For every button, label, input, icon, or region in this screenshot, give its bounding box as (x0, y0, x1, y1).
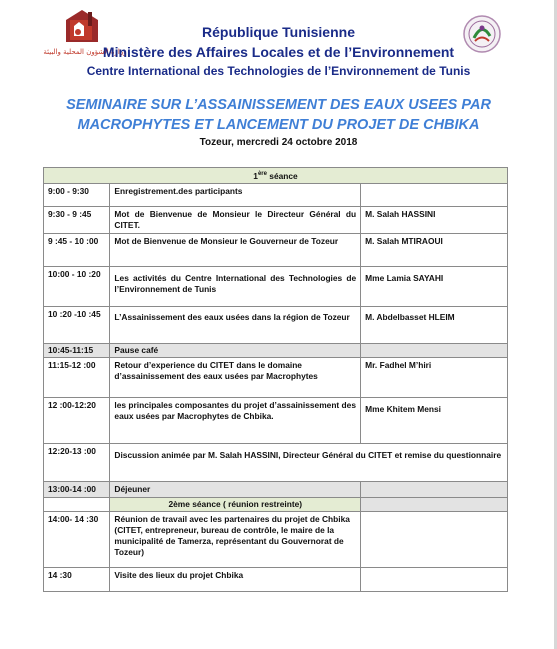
activity-cell: les principales composantes du projet d’assainissement des eaux usées par Macrophytes de Chbika. (110, 397, 361, 443)
table-row (44, 443, 508, 481)
session-1-row (44, 168, 508, 184)
session-1-header: 1ère séance (44, 168, 508, 184)
table-row (44, 397, 508, 443)
time-cell: 10:45-11:15 (44, 343, 110, 357)
time-cell: 12:20-13 :00 (44, 443, 110, 481)
time-cell: 10:00 - 10 :20 (44, 266, 110, 306)
seminar-title (0, 95, 557, 135)
table-row (44, 266, 508, 306)
speaker-cell: M. Abdelbasset HLEIM (361, 306, 508, 343)
speaker-cell (361, 343, 508, 357)
time-cell: 9:30 - 9 :45 (44, 206, 110, 233)
time-cell: 9 :45 - 10 :00 (44, 233, 110, 266)
speaker-cell: M. Salah HASSINI (361, 206, 508, 233)
time-cell: 9:00 - 9:30 (44, 183, 110, 206)
logo-lettering: وزارة الشؤون المحلية والبيئة (43, 48, 127, 56)
speaker-cell (361, 567, 508, 591)
republic-heading: République Tunisienne (202, 24, 355, 40)
speaker-cell (361, 481, 508, 497)
event-date: Tozeur, mercredi 24 octobre 2018 (199, 137, 358, 148)
speaker-cell (361, 183, 508, 206)
activity-cell: Visite des lieux du projet Chbika (110, 567, 361, 591)
table-row (44, 206, 508, 233)
ministry-heading: Ministère des Affaires Locales et de l’Environnement (102, 44, 455, 60)
speaker-cell: Mme Khitem Mensi (361, 397, 508, 443)
table-row (44, 511, 508, 567)
activity-cell: Enregistrement.des participants (110, 183, 361, 206)
time-cell: 14:00- 14 :30 (44, 511, 110, 567)
speaker-cell: Mr. Fadhel M’hiri (361, 357, 508, 397)
activity-cell: Mot de Bienvenue de Monsieur le Directeur Général du CITET. (110, 206, 361, 233)
center-heading: Centre International des Technologies de l’Environnement de Tunis (86, 64, 471, 78)
activity-cell: Mot de Bienvenue de Monsieur le Gouverneur de Tozeur (110, 233, 361, 266)
session-2-blank (44, 497, 110, 511)
session-2-row (44, 497, 508, 511)
speaker-cell: Mme Lamia SAYAHI (361, 266, 508, 306)
activity-cell: Les activités du Centre International des Technologies de l’Environnement de Tunis (110, 266, 361, 306)
activity-cell: Réunion de travail avec les partenaires du projet de Chbika (CITET, entrepreneur, bureau de contrôle, le maire de la municipalité de Tamerza, représentant du Gouvernorat de Tozeur) (110, 511, 361, 567)
table-row (44, 233, 508, 266)
activity-cell: Discussion animée par M. Salah HASSINI, Directeur Général du CITET et remise du questionnaire (110, 443, 508, 481)
time-cell: 11:15-12 :00 (44, 357, 110, 397)
time-cell: 12 :00-12:20 (44, 397, 110, 443)
activity-cell: L’Assainissement des eaux usées dans la région de Tozeur (110, 306, 361, 343)
time-cell: 10 :20 -10 :45 (44, 306, 110, 343)
program-table (43, 167, 508, 592)
speaker-cell: M. Salah MTIRAOUI (361, 233, 508, 266)
seminar-title-line2: MACROPHYTES ET LANCEMENT DU PROJET DE CHBIKA (77, 117, 480, 133)
speaker-cell (361, 511, 508, 567)
activity-cell: Pause café (110, 343, 361, 357)
seminar-title-line1: SEMINAIRE SUR L’ASSAINISSEMENT DES EAUX USEES PAR (66, 97, 491, 113)
activity-cell: Retour d’experience du CITET dans le domaine d’assainissement des eaux usées par Macrophytes (110, 357, 361, 397)
session-2-header: 2ème séance ( réunion restreinte) (110, 497, 361, 511)
table-row (44, 357, 508, 397)
table-row (44, 567, 508, 591)
time-cell: 13:00-14 :00 (44, 481, 110, 497)
activity-cell: Déjeuner (110, 481, 361, 497)
time-cell: 14 :30 (44, 567, 110, 591)
table-row (44, 481, 508, 497)
session-2-speaker-blank (361, 497, 508, 511)
table-row (44, 183, 508, 206)
table-row (44, 343, 508, 357)
table-row (44, 306, 508, 343)
